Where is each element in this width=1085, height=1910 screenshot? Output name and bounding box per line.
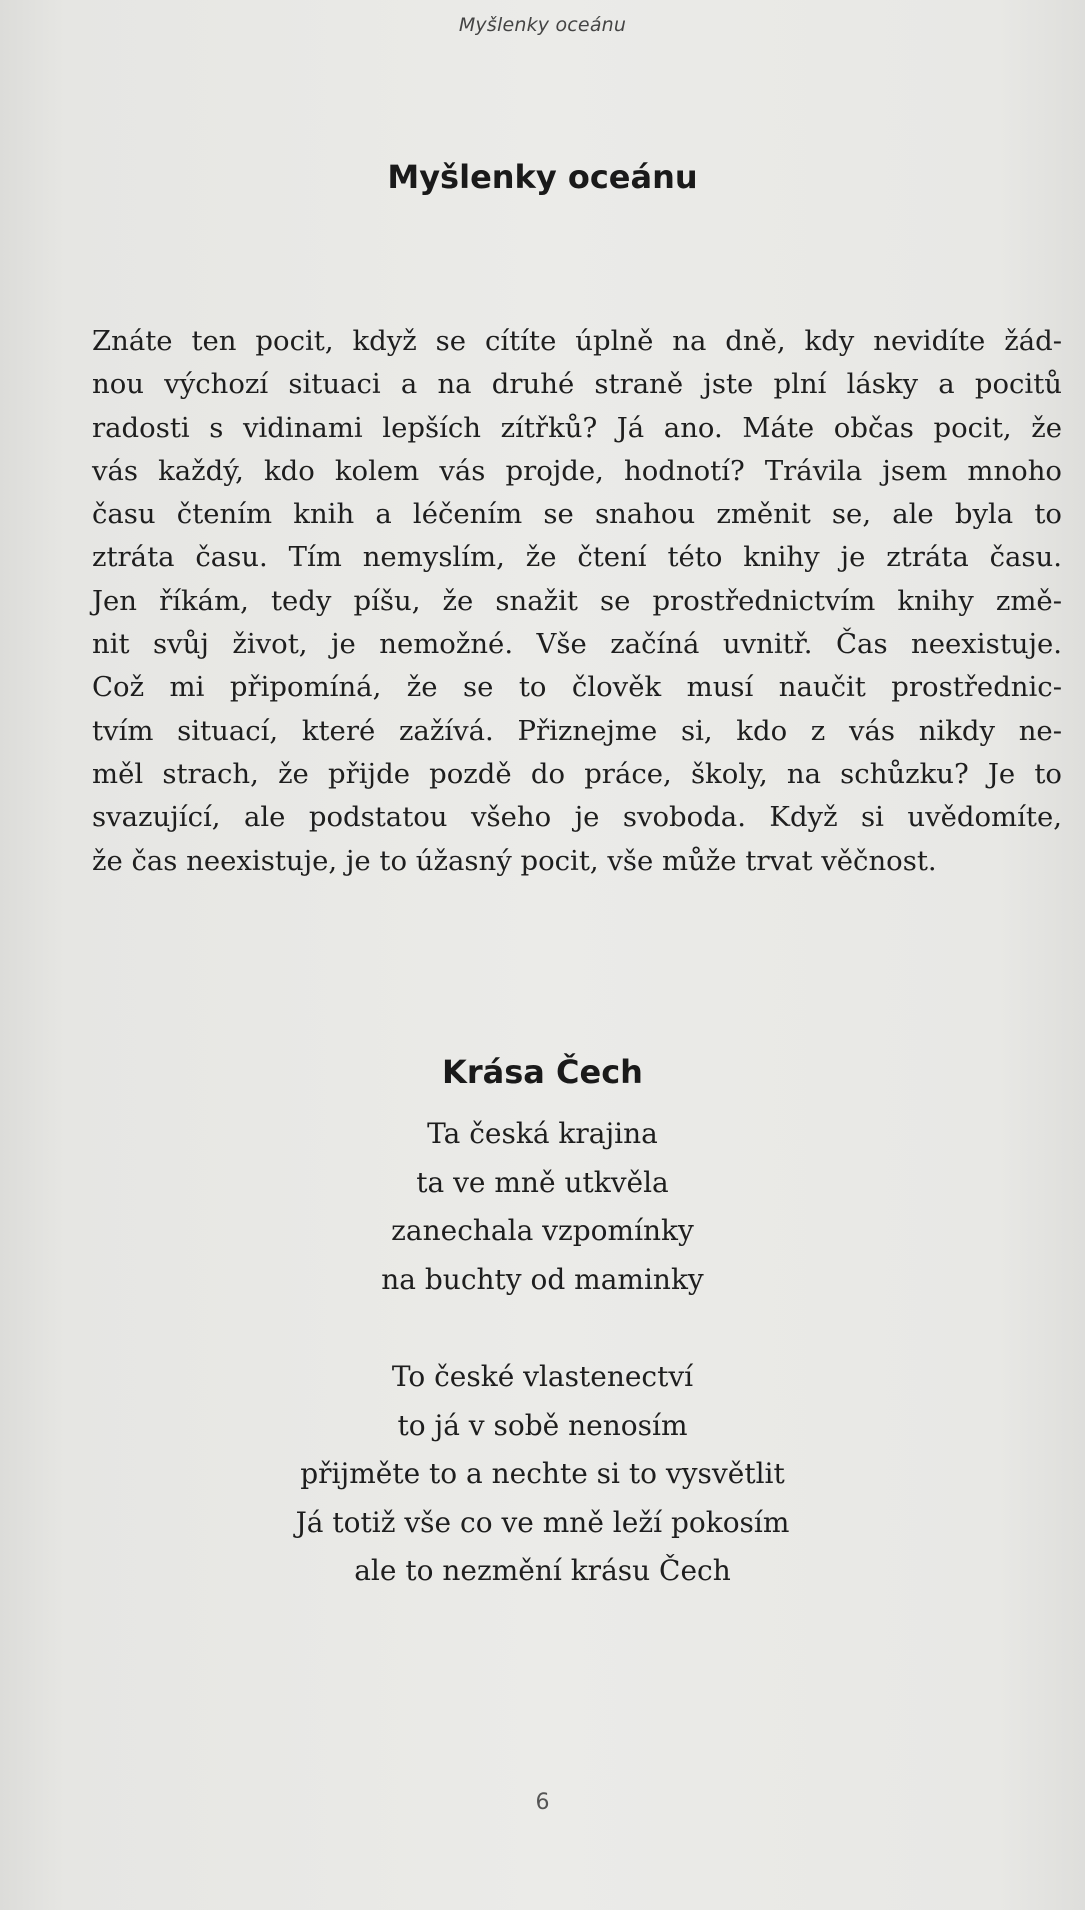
poem-verse: ale to nezmění krásu Čech (354, 1554, 731, 1587)
prose-line: svazující, ale podstatou všeho je svoboda. Když si uvědomíte, (92, 801, 1062, 834)
poem (0, 1110, 1085, 1645)
page-number: 6 (535, 1790, 550, 1815)
prose-line: Jen říkám, tedy píšu, že snažit se prostřednictvím knihy změ- (92, 584, 1062, 617)
prose-line: tvím situací, které zažívá. Přiznejme si, kdo z vás nikdy ne- (92, 714, 1062, 747)
prose-line: ztráta času. Tím nemyslím, že čtení této knihy je ztráta času. (92, 541, 1062, 574)
poem-verse: na buchty od maminky (381, 1262, 704, 1296)
prose-line: že čas neexistuje, je to úžasný pocit, vše může trvat věčnost. (92, 844, 937, 877)
prose-line: času čtením knih a léčením se snahou změnit se, ale byla to (92, 498, 1062, 531)
prose-line: Znáte ten pocit, když se cítíte úplně na dně, kdy nevidíte žád- (92, 325, 1062, 357)
poem-verse: zanechala vzpomínky (391, 1214, 694, 1247)
prose-line: nit svůj život, je nemožné. Vše začíná uvnitř. Čas neexistuje. (92, 628, 1062, 661)
poem-title: Krása Čech (442, 1053, 643, 1091)
poem-verse: To české vlastenectví (391, 1360, 694, 1393)
prose-line: měl strach, že přijde pozdě do práce, školy, na schůzku? Je to (92, 757, 1062, 790)
prose-line: Což mi připomíná, že se to člověk musí naučit prostřednic- (92, 671, 1062, 704)
running-header: Myšlenky oceánu (458, 14, 627, 36)
poem-verse: Já totiž vše co ve mně leží pokosím (295, 1505, 790, 1539)
poem-stanza (0, 1353, 1085, 1596)
chapter-title: Myšlenky oceánu (387, 158, 698, 196)
poem-verse: ta ve mně utkvěla (416, 1165, 669, 1199)
chapter-prose (92, 320, 1062, 883)
poem-verse: Ta česká krajina (427, 1117, 658, 1150)
poem-verse: přijměte to a nechte si to vysvětlit (300, 1457, 785, 1490)
prose-line: vás každý, kdo kolem vás projde, hodnotí? Trávila jsem mnoho (92, 454, 1062, 487)
prose-line: radosti s vidinami lepších zítřků? Já ano. Máte občas pocit, že (92, 411, 1062, 444)
prose-line: nou výchozí situaci a na druhé straně jste plní lásky a pocitů (92, 368, 1062, 401)
poem-verse: to já v sobě nenosím (397, 1408, 688, 1442)
poem-stanza (0, 1110, 1085, 1304)
